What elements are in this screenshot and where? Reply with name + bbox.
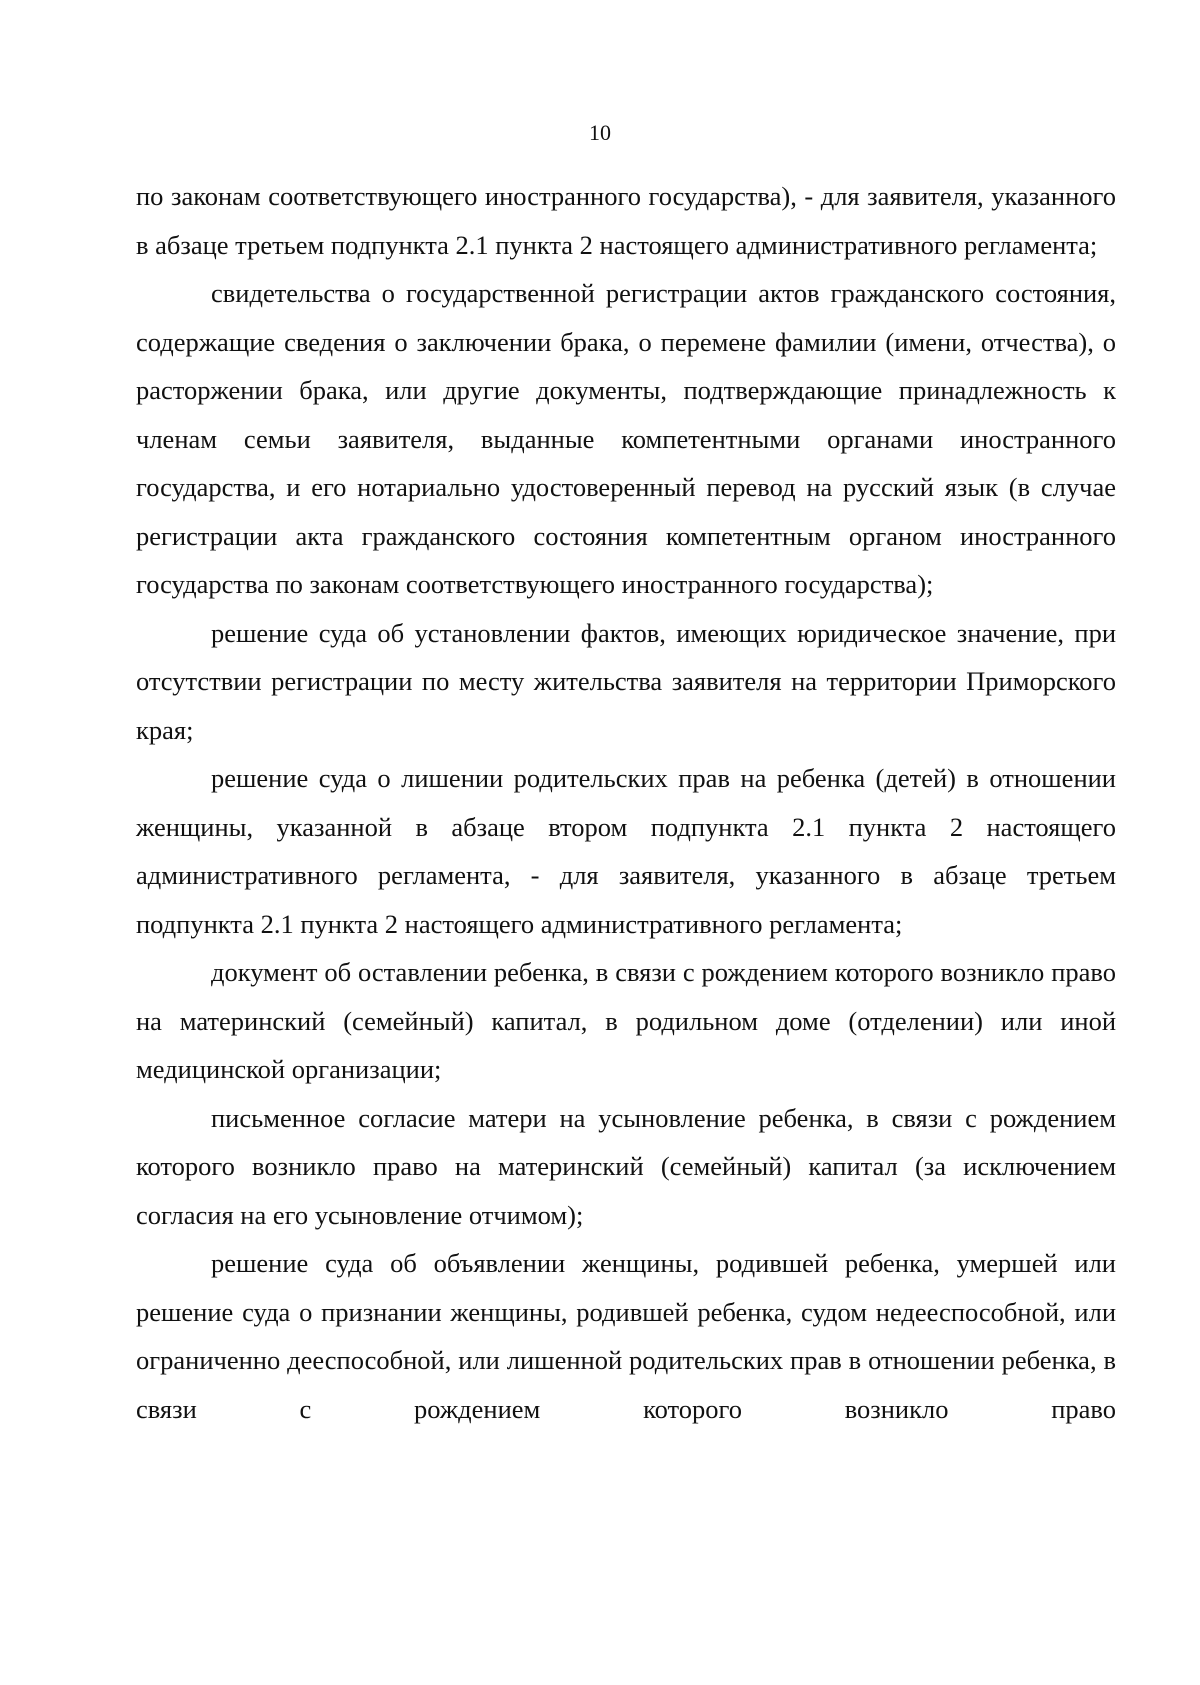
paragraph-court-decision-facts: решение суда об установлении фактов, имеющих юридическое значение, при отсутствии регистрации по месту жительства заявителя на территории Приморского края; <box>136 617 1116 745</box>
document-body <box>136 172 1116 1433</box>
paragraph-marriage-certificates: свидетельства о государственной регистрации актов гражданского состояния, содержащие сведения о заключении брака, о перемене фамилии (имени, отчества), о расторжении брака, или другие документы, подтверждающие принадлежность к членам семьи заявителя, выданные компетентными органами иностранного государства, и его нотариально удостоверенный перевод на русский язык (в случае регистрации акта гражданского состояния компетентным органом иностранного государства по законам соответствующего иностранного государства); <box>136 278 1116 599</box>
paragraph-court-decision-parental-rights: решение суда о лишении родительских прав на ребенка (детей) в отношении женщины, указанной в абзаце втором подпункта 2.1 пункта 2 настоящего административного регламента, - для заявителя, указанного в абзаце третьем подпункта 2.1 пункта 2 настоящего административного регламента; <box>136 763 1116 939</box>
paragraph-continuation: по законам соответствующего иностранного государства), - для заявителя, указанного в абзаце третьем подпункта 2.1 пункта 2 настоящего административного регламента; <box>136 181 1116 260</box>
page-number: 10 <box>589 120 611 145</box>
paragraph-court-decision-incapacity: решение суда об объявлении женщины, родившей ребенка, умершей или решение суда о признании женщины, родившей ребенка, судом недееспособной, или ограниченно дееспособной, или лишенной родительских прав в отношении ребенка, в связи с рождением которого возникло право <box>136 1248 1116 1424</box>
paragraph-mother-adoption-consent: письменное согласие матери на усыновление ребенка, в связи с рождением которого возникло право на материнский (семейный) капитал (за исключением согласия на его усыновление отчимом); <box>136 1102 1116 1230</box>
paragraph-child-abandonment-document: документ об оставлении ребенка, в связи с рождением которого возникло право на материнский (семейный) капитал, в родильном доме (отделении) или иной медицинской организации; <box>136 957 1116 1084</box>
